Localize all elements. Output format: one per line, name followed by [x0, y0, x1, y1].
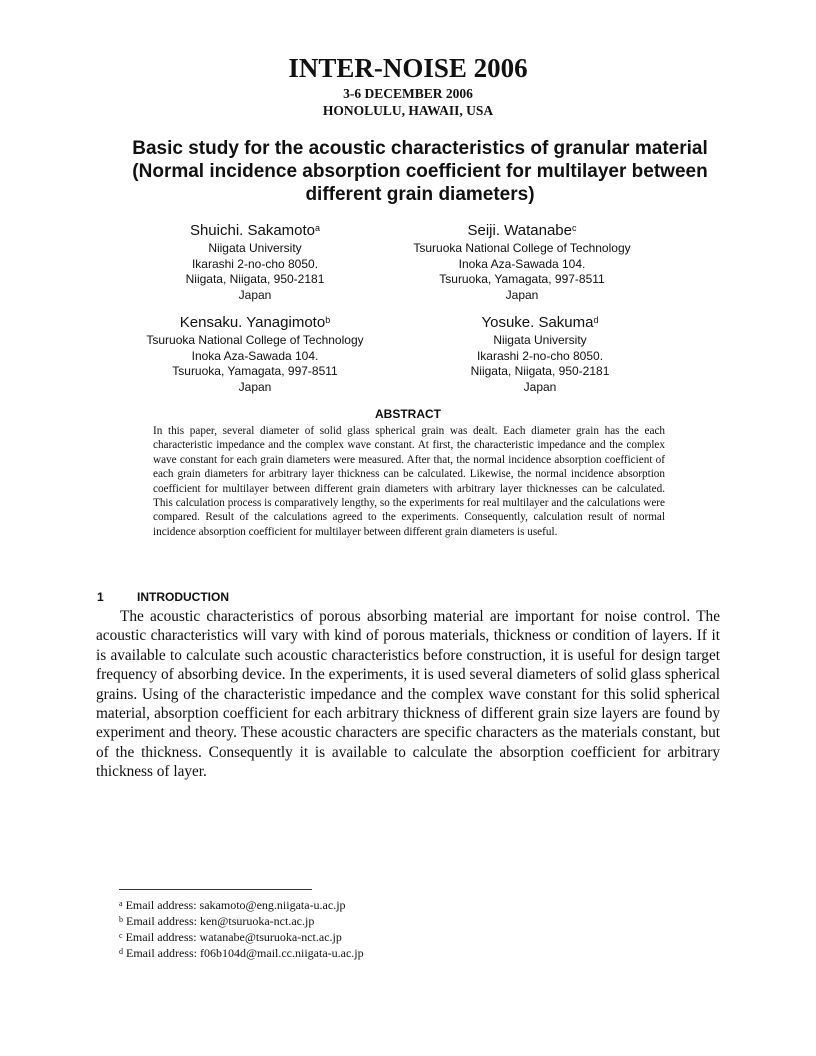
- author-block: [105, 221, 405, 303]
- author-name: Shuichi. Sakamoto$^a$: [189, 222, 321, 239]
- section-heading: [97, 590, 229, 604]
- author-footnote-mark: b: [325, 315, 331, 325]
- footnote: [119, 929, 364, 945]
- author-footnote-mark: c: [572, 223, 577, 233]
- footnote-mark: c: [119, 931, 123, 940]
- footnote: [119, 897, 364, 913]
- author-country: Japan: [238, 379, 272, 394]
- author-footnote-mark: d: [593, 315, 599, 325]
- abstract-text: In this paper, several diameter of solid glass spherical grain was dealt. Each diameter grain has the each characteristic impedance and the complex wave constant. At first, the characteristic impedance and the complex wave constant for each grain diameters were measured. After that, the normal incidence absorption coefficient of each grain diameters for arbitrary layer thickness can be calculated. Likewise, the normal incidence absorption coefficient for multilayer between different grain diameters with arbitrary layer thicknesses can be calculated. This calculation process is comparatively lengthy, so the experiments for real multilayer and the calculations were compared. Result of the calculations agreed to the experiments. Consequently, calculation result of normal incidence absorption coefficient for multilayer between different grain diameters is useful.: [153, 425, 665, 538]
- footnote-text: Email address: sakamoto@eng.niigata-u.ac.jp: [125, 898, 346, 912]
- author-country: Japan: [523, 379, 557, 394]
- footnote-mark: b: [119, 915, 123, 924]
- abstract-heading: ABSTRACT: [375, 407, 441, 421]
- section-title: INTRODUCTION: [137, 590, 229, 604]
- conference-location: HONOLULU, HAWAII, USA: [322, 103, 494, 118]
- footnote-divider: [119, 889, 312, 890]
- author-footnote-mark: a: [315, 223, 321, 233]
- author-affiliation: Tsuruoka National College of Technology: [413, 241, 631, 255]
- author-country: Japan: [505, 287, 539, 302]
- author-affiliation: Niigata University: [208, 241, 302, 255]
- author-address: Inoka Aza-Sawada 104.: [458, 256, 586, 271]
- section-number: 1: [97, 590, 104, 604]
- footnotes: [119, 897, 364, 961]
- footnote: [119, 945, 364, 961]
- paper-title-line: Basic study for the acoustic characteristics of granular material: [132, 138, 708, 159]
- author-affiliation: Tsuruoka National College of Technology: [146, 333, 364, 347]
- paper-title-line: different grain diameters): [305, 184, 535, 205]
- author-country: Japan: [238, 287, 272, 302]
- footnote-text: Email address: f06b104d@mail.cc.niigata-u.ac.jp: [126, 946, 364, 960]
- conference-title: INTER-NOISE 2006: [288, 53, 528, 83]
- footnote-mark: d: [119, 947, 123, 956]
- author-block: [105, 313, 405, 395]
- footnote-text: Email address: watanabe@tsuruoka-nct.ac.jp: [125, 930, 342, 944]
- introduction-text: The acoustic characteristics of porous absorbing material are important for noise control. The acoustic characteristics will vary with kind of porous materials, thickness or condition of layers. If it is available to calculate such acoustic characteristics before construction, it is useful for design target frequency of absorbing device. In the experiments, it is used several diameters of solid glass spherical grains. Using of the characteristic impedance and the complex wave constant for this solid spherical material, absorption coefficient for each arbitrary thickness of different grain size layers are found by experiment and theory. These acoustic characters are specific characters as the materials constant, but of the thickness. Consequently it is available to calculate the absorption coefficient for arbitrary thickness of layer.: [96, 608, 720, 781]
- footnote-mark: a: [119, 899, 123, 908]
- footnote-text: Email address: ken@tsuruoka-nct.ac.jp: [126, 914, 315, 928]
- author-address: Ikarashi 2-no-cho 8050.: [476, 348, 604, 363]
- author-name: Yosuke. Sakuma$^d$: [481, 314, 599, 331]
- author-block: [390, 313, 690, 395]
- author-city: Tsuruoka, Yamagata, 997-8511: [172, 364, 338, 378]
- author-city: Tsuruoka, Yamagata, 997-8511: [439, 272, 605, 286]
- author-address: Ikarashi 2-no-cho 8050.: [191, 256, 319, 271]
- author-address: Inoka Aza-Sawada 104.: [191, 348, 319, 363]
- conference-dates: 3-6 DECEMBER 2006: [343, 86, 473, 101]
- author-city: Niigata, Niigata, 950-2181: [470, 364, 610, 378]
- paper-title: [100, 137, 740, 206]
- author-affiliation: Niigata University: [493, 333, 587, 347]
- footnote: [119, 913, 364, 929]
- paper-title-line: (Normal incidence absorption coefficient for multilayer between: [132, 161, 708, 182]
- author-name: Kensaku. Yanagimoto$^b$: [179, 314, 331, 331]
- author-city: Niigata, Niigata, 950-2181: [185, 272, 325, 286]
- author-block: [372, 221, 672, 303]
- author-name: Seiji. Watanabe$^c$: [467, 222, 577, 239]
